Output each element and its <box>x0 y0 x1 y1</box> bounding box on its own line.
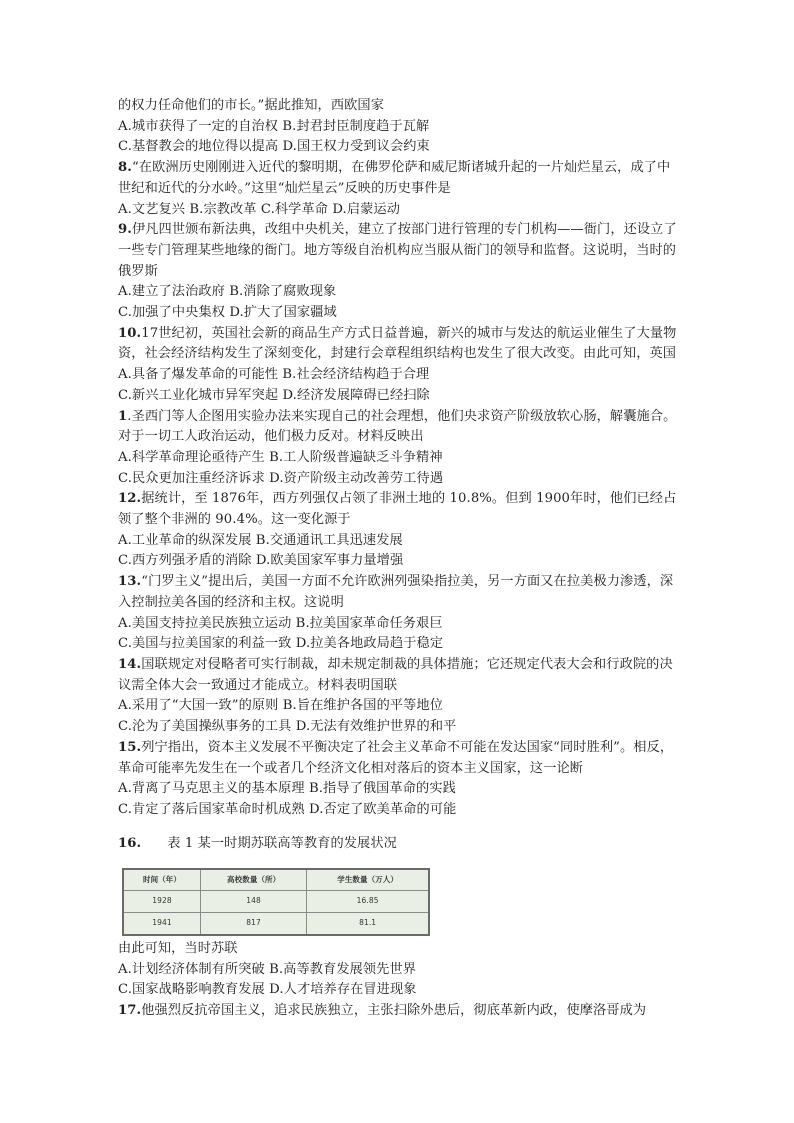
table-cell: 817 <box>200 913 306 935</box>
table-cell: 16.85 <box>307 891 429 913</box>
question-number: 8. <box>118 160 132 176</box>
table-cell: 81.1 <box>307 913 429 935</box>
question-13 <box>118 572 678 613</box>
question-stem: “门罗主义”提出后，美国一方面不允许欧洲列强染指拉美，另一方面又在拉美极力渗透，深入控制拉美各国的经济和主权。这说明 <box>118 574 674 610</box>
question-stem: “在欧洲历史刚刚进入近代的黎明期，在佛罗伦萨和威尼斯诸城升起的一片灿烂星云，成了中世纪和近代的分水岭。”这里“灿烂星云”反映的历史事件是 <box>118 160 671 196</box>
question-12 <box>118 489 678 530</box>
table-header-row <box>123 869 429 891</box>
question-10 <box>118 324 678 365</box>
question-stem: 国联规定对侵略者可实行制裁，却未规定制裁的具体措施；它还规定代表大会和行政院的决议需全体大会一致通过才能成立。材料表明国联 <box>118 656 673 693</box>
option-line: A.美国支持拉美民族独立运动 B.拉美国家革命任务艰巨 <box>118 615 443 631</box>
table-cell: 1928 <box>123 891 200 913</box>
question-stem: 他强烈反抗帝国主义，追求民族独立，主张扫除外患后，彻底革新内政，使摩洛哥成为 <box>141 1002 647 1018</box>
option-line: A.建立了法治政府 B.消除了腐败现象 <box>118 284 337 300</box>
text-line: 的权力任命他们的市长。”据此推知，西欧国家 <box>118 98 384 113</box>
table-caption: 表 1 某一时期苏联高等教育的发展状况 <box>167 835 397 851</box>
question-number: 9. <box>118 222 132 238</box>
option-line: A.背离了马克思主义的基本原理 B.指导了俄国革命的实践 <box>118 781 456 797</box>
question-8 <box>118 158 678 199</box>
table-cell: 1941 <box>123 913 200 935</box>
question-16 <box>118 834 678 855</box>
option-line: A.具备了爆发革命的可能性 B.社会经济结构趋于合理 <box>118 367 430 383</box>
question-stem: 17世纪初，英国社会新的商品生产方式日益普遍，新兴的城市与发达的航运业催生了大量物资，社会经济结构发生了深刻变化，封建行会章程组织结构也发生了很大改变。由此可知，英国 <box>118 325 677 362</box>
exam-content <box>118 96 678 1022</box>
question-number: 15. <box>118 739 142 755</box>
option-line: A.城市获得了一定的自治权 B.封君封臣制度趋于瓦解 <box>118 118 430 134</box>
question-number: 12. <box>118 491 142 507</box>
question-stem: 伊凡四世颁布新法典，改组中央机关，建立了按部门进行管理的专门机构——衙门，还设立了一些专门管理某些地缘的衙门。地方等级自治机构应当服从衙门的领导和监督。这说明，当时的俄罗斯 <box>118 222 677 279</box>
table-row <box>123 913 429 935</box>
table-cell: 148 <box>200 891 306 913</box>
question-stem: 由此可知，当时苏联 <box>118 940 238 956</box>
option-line: C.国家战略影响教育发展 D.人才培养存在冒进现象 <box>118 982 417 998</box>
option-line: C.加强了中央集权 D.扩大了国家疆域 <box>118 305 337 321</box>
option-line: C.美国与拉美国家的利益一致 D.拉美各地政局趋于稳定 <box>118 636 444 652</box>
question-number: 1 <box>118 408 128 424</box>
question-17 <box>118 1001 678 1022</box>
question-number: 17. <box>118 1002 142 1018</box>
question-15 <box>118 738 678 779</box>
option-line: C.民众更加注重经济诉求 D.资产阶级主动改善劳工待遇 <box>118 470 444 486</box>
column-header: 时间（年） <box>123 869 200 891</box>
question-14 <box>118 655 678 696</box>
table-row <box>123 891 429 913</box>
option-line: A.工业革命的纵深发展 B.交通通讯工具迅速发展 <box>118 532 403 548</box>
question-number: 10. <box>118 325 142 341</box>
option-line: C.西方列强矛盾的消除 D.欧美国家军事力量增强 <box>118 553 404 569</box>
question-number: 14. <box>118 656 142 672</box>
question-number: 13. <box>118 574 142 590</box>
question-9 <box>118 220 678 282</box>
column-header: 高校数量（所） <box>200 869 306 891</box>
question-11 <box>118 407 678 448</box>
option-line: A.计划经济体制有所突破 B.高等教育发展领先世界 <box>118 961 417 977</box>
option-line: C.新兴工业化城市异军突起 D.经济发展障碍已经扫除 <box>118 387 430 403</box>
option-line: C.沦为了美国操纵事务的工具 D.无法有效维护世界的和平 <box>118 719 457 735</box>
option-line: A.科学革命理论亟待产生 B.工人阶级普遍缺乏斗争精神 <box>118 449 443 465</box>
question-number: 16. <box>118 835 142 851</box>
option-line: A.文艺复兴 B.宗教改革 C.科学革命 D.启蒙运动 <box>118 201 400 217</box>
question-stem: .圣西门等人企图用实验办法来实现自己的社会理想，他们央求资产阶级放软心肠，解囊施合。对于一切工人政治运动，他们极力反对。材料反映出 <box>118 408 677 445</box>
data-table <box>122 868 430 936</box>
column-header: 学生数量（万人） <box>307 869 429 891</box>
question-stem: 据统计，至 1876年，西方列强仅占领了非洲土地的 10.8%。但到 1900年时，他们已经占领了整个非洲的 90.4%。这一变化源于 <box>118 491 677 528</box>
option-line: A.采用了“大国一致”的原则 B.旨在维护各国的平等地位 <box>118 698 444 714</box>
option-line: C.基督教会的地位得以提高 D.国王权力受到议会约束 <box>118 139 430 155</box>
option-line: C.肯定了落后国家革命时机成熟 D.否定了欧美革命的可能 <box>118 801 457 817</box>
question-stem: 列宁指出，资本主义发展不平衡决定了社会主义革命不可能在发达国家“同时胜利”。相反，革命可能率先发生在一个或者几个经济文化相对落后的资本主义国家，这一论断 <box>118 739 674 776</box>
